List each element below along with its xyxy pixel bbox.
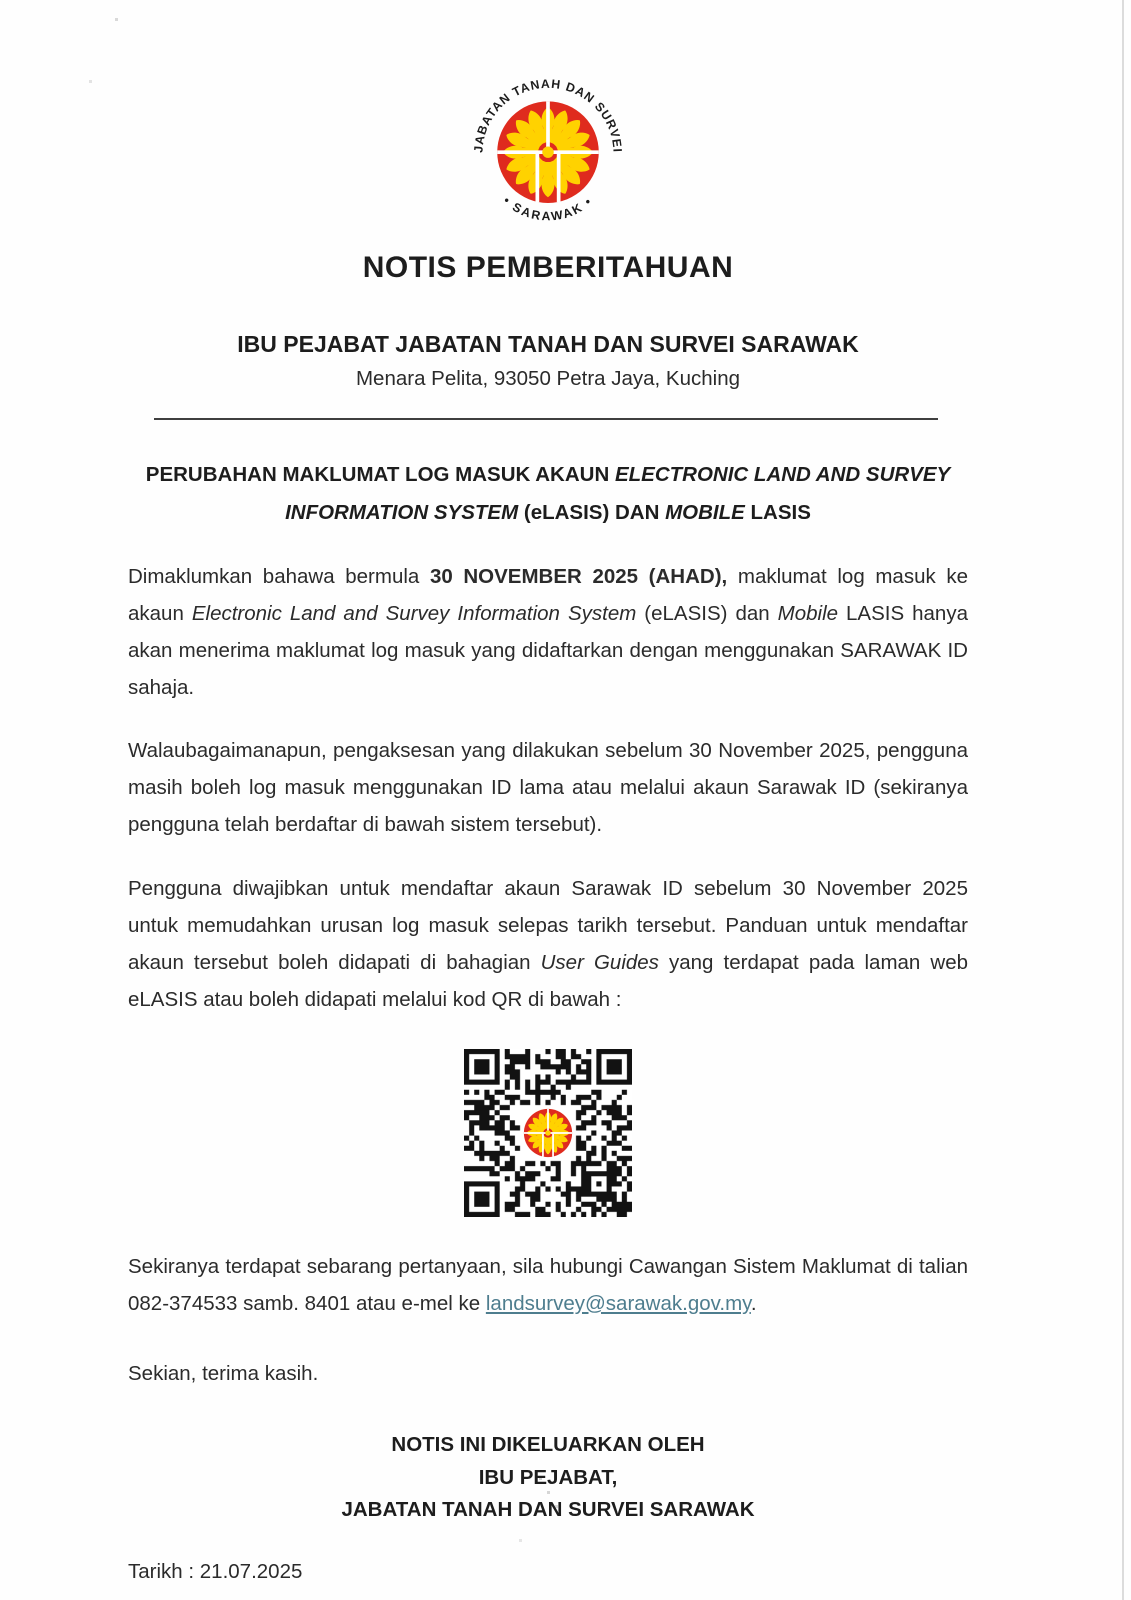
org-name: IBU PEJABAT JABATAN TANAH DAN SURVEI SARAWAK [237,331,859,357]
p1-text: Dimaklumkan bahawa bermula [128,564,430,588]
issuer-line-2: IBU PEJABAT, [478,1465,618,1489]
paragraph-2: Walaubagaimanapun, pengaksesan yang dilakukan sebelum 30 November 2025, pengguna masih boleh log masuk menggunakan ID lama atau melalui akaun Sarawak ID (sekiranya pengguna telah berdaftar di bawah sistem tersebut). [128,739,968,837]
document-content [128,0,968,1584]
paragraph-3 [128,871,968,1019]
logo-ring-bottom-text: • SARAWAK • [500,193,596,224]
email-link[interactable]: landsurvey@sarawak.gov.my [485,1291,751,1315]
header-divider [154,418,938,420]
scan-page-edge [1122,0,1124,1600]
closing-text: Sekian, terima kasih. [128,1362,319,1386]
p1-italic-mobile: Mobile [777,601,839,625]
p1-text: (eLASIS) dan [636,601,778,625]
p3-text: Pengguna diwajibkan untuk mendaftar akaun Sarawak ID sebelum 30 November 2025 untuk memudahkan urusan log masuk selepas tarikh tersebut. Panduan untuk mendaftar akaun tersebut boleh didapati di bahagian [128,877,968,974]
logo-ring-top-text: JABATAN TANAH DAN SURVEI [471,76,625,154]
department-logo [128,70,968,241]
scan-speckles [0,0,1,1]
issuer-line-1: NOTIS INI DIKELUARKAN OLEH [391,1433,705,1457]
qr-block [128,1049,968,1222]
issuer-block [128,1429,968,1526]
date-line: Tarikh : 21.07.2025 [128,1560,303,1584]
department-crest-icon [462,70,634,236]
p1-italic-system-name: Electronic Land and Survey Information System [191,601,637,625]
contact-paragraph [128,1249,968,1323]
subject-seg: (eLASIS) DAN [518,500,666,524]
contact-text: . [750,1291,757,1315]
qr-center-logo-icon [520,1105,576,1161]
contact-text: Sekiranya terdapat sebarang pertanyaan, sila hubungi Cawangan Sistem Maklumat di talian 082-374533 samb. 8401 atau e-mel ke [128,1254,968,1315]
p1-text: LASIS hanya akan menerima maklumat log masuk yang didaftarkan dengan menggunakan SARAWAK ID sahaja. [128,601,968,699]
p1-text: maklumat log masuk ke akaun [128,564,969,625]
subject-seg: LASIS [744,500,811,524]
org-address: Menara Pelita, 93050 Petra Jaya, Kuching [355,367,741,390]
subject-heading [128,456,968,532]
p1-bold-date: 30 NOVEMBER 2025 (AHAD), [429,564,728,588]
notice-title: NOTIS PEMBERITAHUAN [362,251,734,284]
subject-italic: MOBILE [665,500,745,524]
p3-text: yang terdapat pada laman web eLASIS atau boleh didapati melalui kod QR di bawah : [128,950,968,1011]
subject-italic: ELECTRONIC LAND AND SURVEY INFORMATION SYSTEM [285,463,951,524]
qr-code [464,1049,632,1217]
issuer-line-3: JABATAN TANAH DAN SURVEI SARAWAK [341,1498,755,1522]
paragraph-1 [128,559,968,707]
p3-italic-user-guides: User Guides [540,950,659,974]
subject-seg: PERUBAHAN MAKLUMAT LOG MASUK AKAUN [145,463,615,486]
